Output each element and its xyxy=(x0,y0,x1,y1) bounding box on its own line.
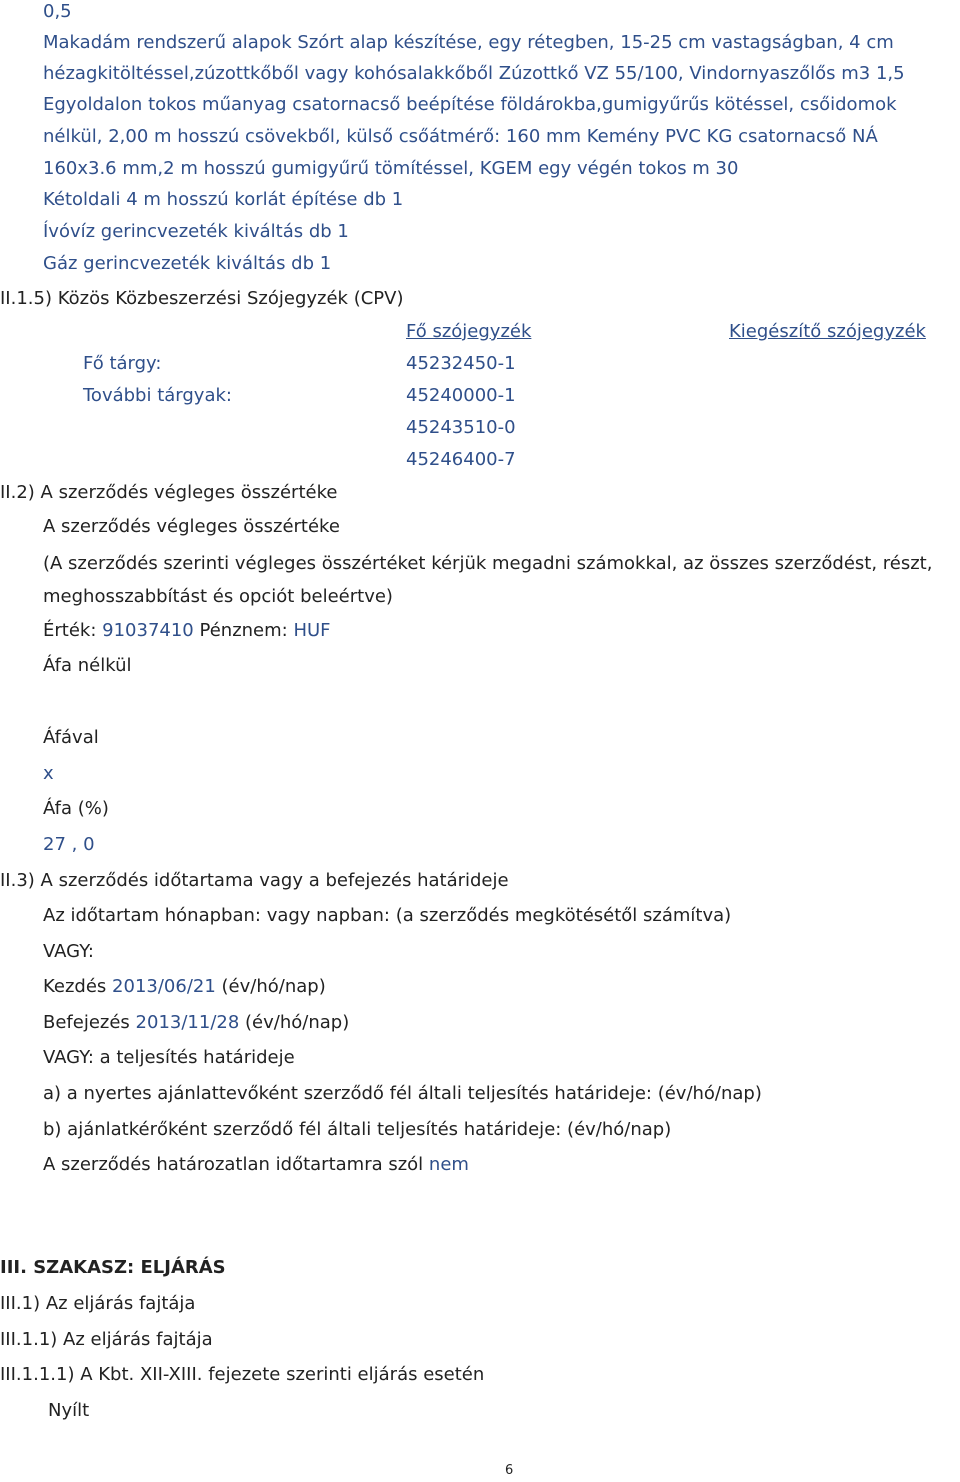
cpv-heading: II.1.5) Közös Közbeszerzési Szójegyzék (CPV) xyxy=(0,288,404,309)
value-subheading: A szerződés végleges összértéke xyxy=(43,516,340,537)
procedure-type-value: Nyílt xyxy=(48,1400,90,1421)
start-date: 2013/06/21 xyxy=(112,976,216,997)
item-line: hézagkitöltéssel,zúzottkőből vagy kohósalakkőből Zúzottkő VZ 55/100, Vindornyaszőlős m3 1,5 xyxy=(43,63,905,84)
indefinite-term-line xyxy=(43,1154,469,1176)
item-line: nélkül, 2,00 m hosszú csövekből, külső csőátmérő: 160 mm Kemény PVC KG csatornacső NÁ xyxy=(43,126,878,147)
cpv-main-column-header: Fő szójegyzék xyxy=(406,321,532,342)
cpv-other-code: 45243510-0 xyxy=(406,417,516,438)
item-line: Makadám rendszerű alapok Szórt alap készítése, egy rétegben, 15-25 cm vastagságban, 4 cm xyxy=(43,32,894,53)
end-date-format: (év/hó/nap) xyxy=(245,1012,350,1033)
procedure-type-subsubheading: III.1.1.1) A Kbt. XII-XIII. fejezete szerinti eljárás esetén xyxy=(0,1364,485,1385)
item-line: Ívóvíz gerincvezeték kiváltás db 1 xyxy=(43,221,349,242)
vat-excluded-label: Áfa nélkül xyxy=(43,655,132,676)
start-date-label: Kezdés xyxy=(43,976,107,997)
procedure-type-heading: III.1) Az eljárás fajtája xyxy=(0,1293,196,1314)
cpv-main-code: 45232450-1 xyxy=(406,353,516,374)
duration-or-deadline: VAGY: a teljesítés határideje xyxy=(43,1047,295,1068)
item-line: Gáz gerincvezeték kiváltás db 1 xyxy=(43,253,332,274)
indefinite-term-value: nem xyxy=(428,1154,469,1175)
value-heading: II.2) A szerződés végleges összértéke xyxy=(0,482,338,503)
item-qty: 0,5 xyxy=(43,1,72,22)
value-amount: 91037410 xyxy=(102,620,194,641)
value-amount-label: Érték: xyxy=(43,620,97,641)
vat-included-mark: x xyxy=(43,763,54,784)
value-amount-line xyxy=(43,620,331,642)
duration-or: VAGY: xyxy=(43,941,94,962)
value-note: meghosszabbítást és opciót beleértve) xyxy=(43,586,393,607)
cpv-supplementary-column-header: Kiegészítő szójegyzék xyxy=(729,321,926,342)
cpv-other-code: 45240000-1 xyxy=(406,385,516,406)
duration-months: Az időtartam hónapban: vagy napban: (a szerződés megkötésétől számítva) xyxy=(43,905,732,926)
start-date-line xyxy=(43,976,326,998)
currency-label: Pénznem: xyxy=(199,620,288,641)
page-number: 6 xyxy=(505,1463,514,1478)
cpv-other-code: 45246400-7 xyxy=(406,449,516,470)
item-line: Egyoldalon tokos műanyag csatornacső beépítése földárokba,gumigyűrűs kötéssel, csőidomok xyxy=(43,94,897,115)
item-line: Kétoldali 4 m hosszú korlát építése db 1 xyxy=(43,189,404,210)
vat-included-label: Áfával xyxy=(43,727,99,748)
vat-percent-value: 27 , 0 xyxy=(43,834,95,855)
end-date-label: Befejezés xyxy=(43,1012,130,1033)
start-date-format: (év/hó/nap) xyxy=(221,976,326,997)
vat-percent-label: Áfa (%) xyxy=(43,798,109,819)
end-date-line xyxy=(43,1012,349,1034)
cpv-main-label: Fő tárgy: xyxy=(83,353,162,374)
indefinite-term-label: A szerződés határozatlan időtartamra szól xyxy=(43,1154,424,1175)
deadline-winner: a) a nyertes ajánlattevőként szerződő fél általi teljesítés határideje: (év/hó/nap) xyxy=(43,1083,762,1104)
duration-heading: II.3) A szerződés időtartama vagy a befejezés határideje xyxy=(0,870,509,891)
value-note: (A szerződés szerinti végleges összértéket kérjük megadni számokkal, az összes szerződést, részt, xyxy=(43,553,933,574)
procedure-type-subheading: III.1.1) Az eljárás fajtája xyxy=(0,1329,213,1350)
item-line: 160x3.6 mm,2 m hosszú gumigyűrű tömítéssel, KGEM egy végén tokos m 30 xyxy=(43,158,739,179)
currency-value: HUF xyxy=(293,620,331,641)
end-date: 2013/11/28 xyxy=(135,1012,240,1033)
cpv-other-label: További tárgyak: xyxy=(83,385,232,406)
deadline-contracting-authority: b) ajánlatkérőként szerződő fél általi teljesítés határideje: (év/hó/nap) xyxy=(43,1119,672,1140)
section-heading: III. SZAKASZ: ELJÁRÁS xyxy=(0,1257,226,1278)
